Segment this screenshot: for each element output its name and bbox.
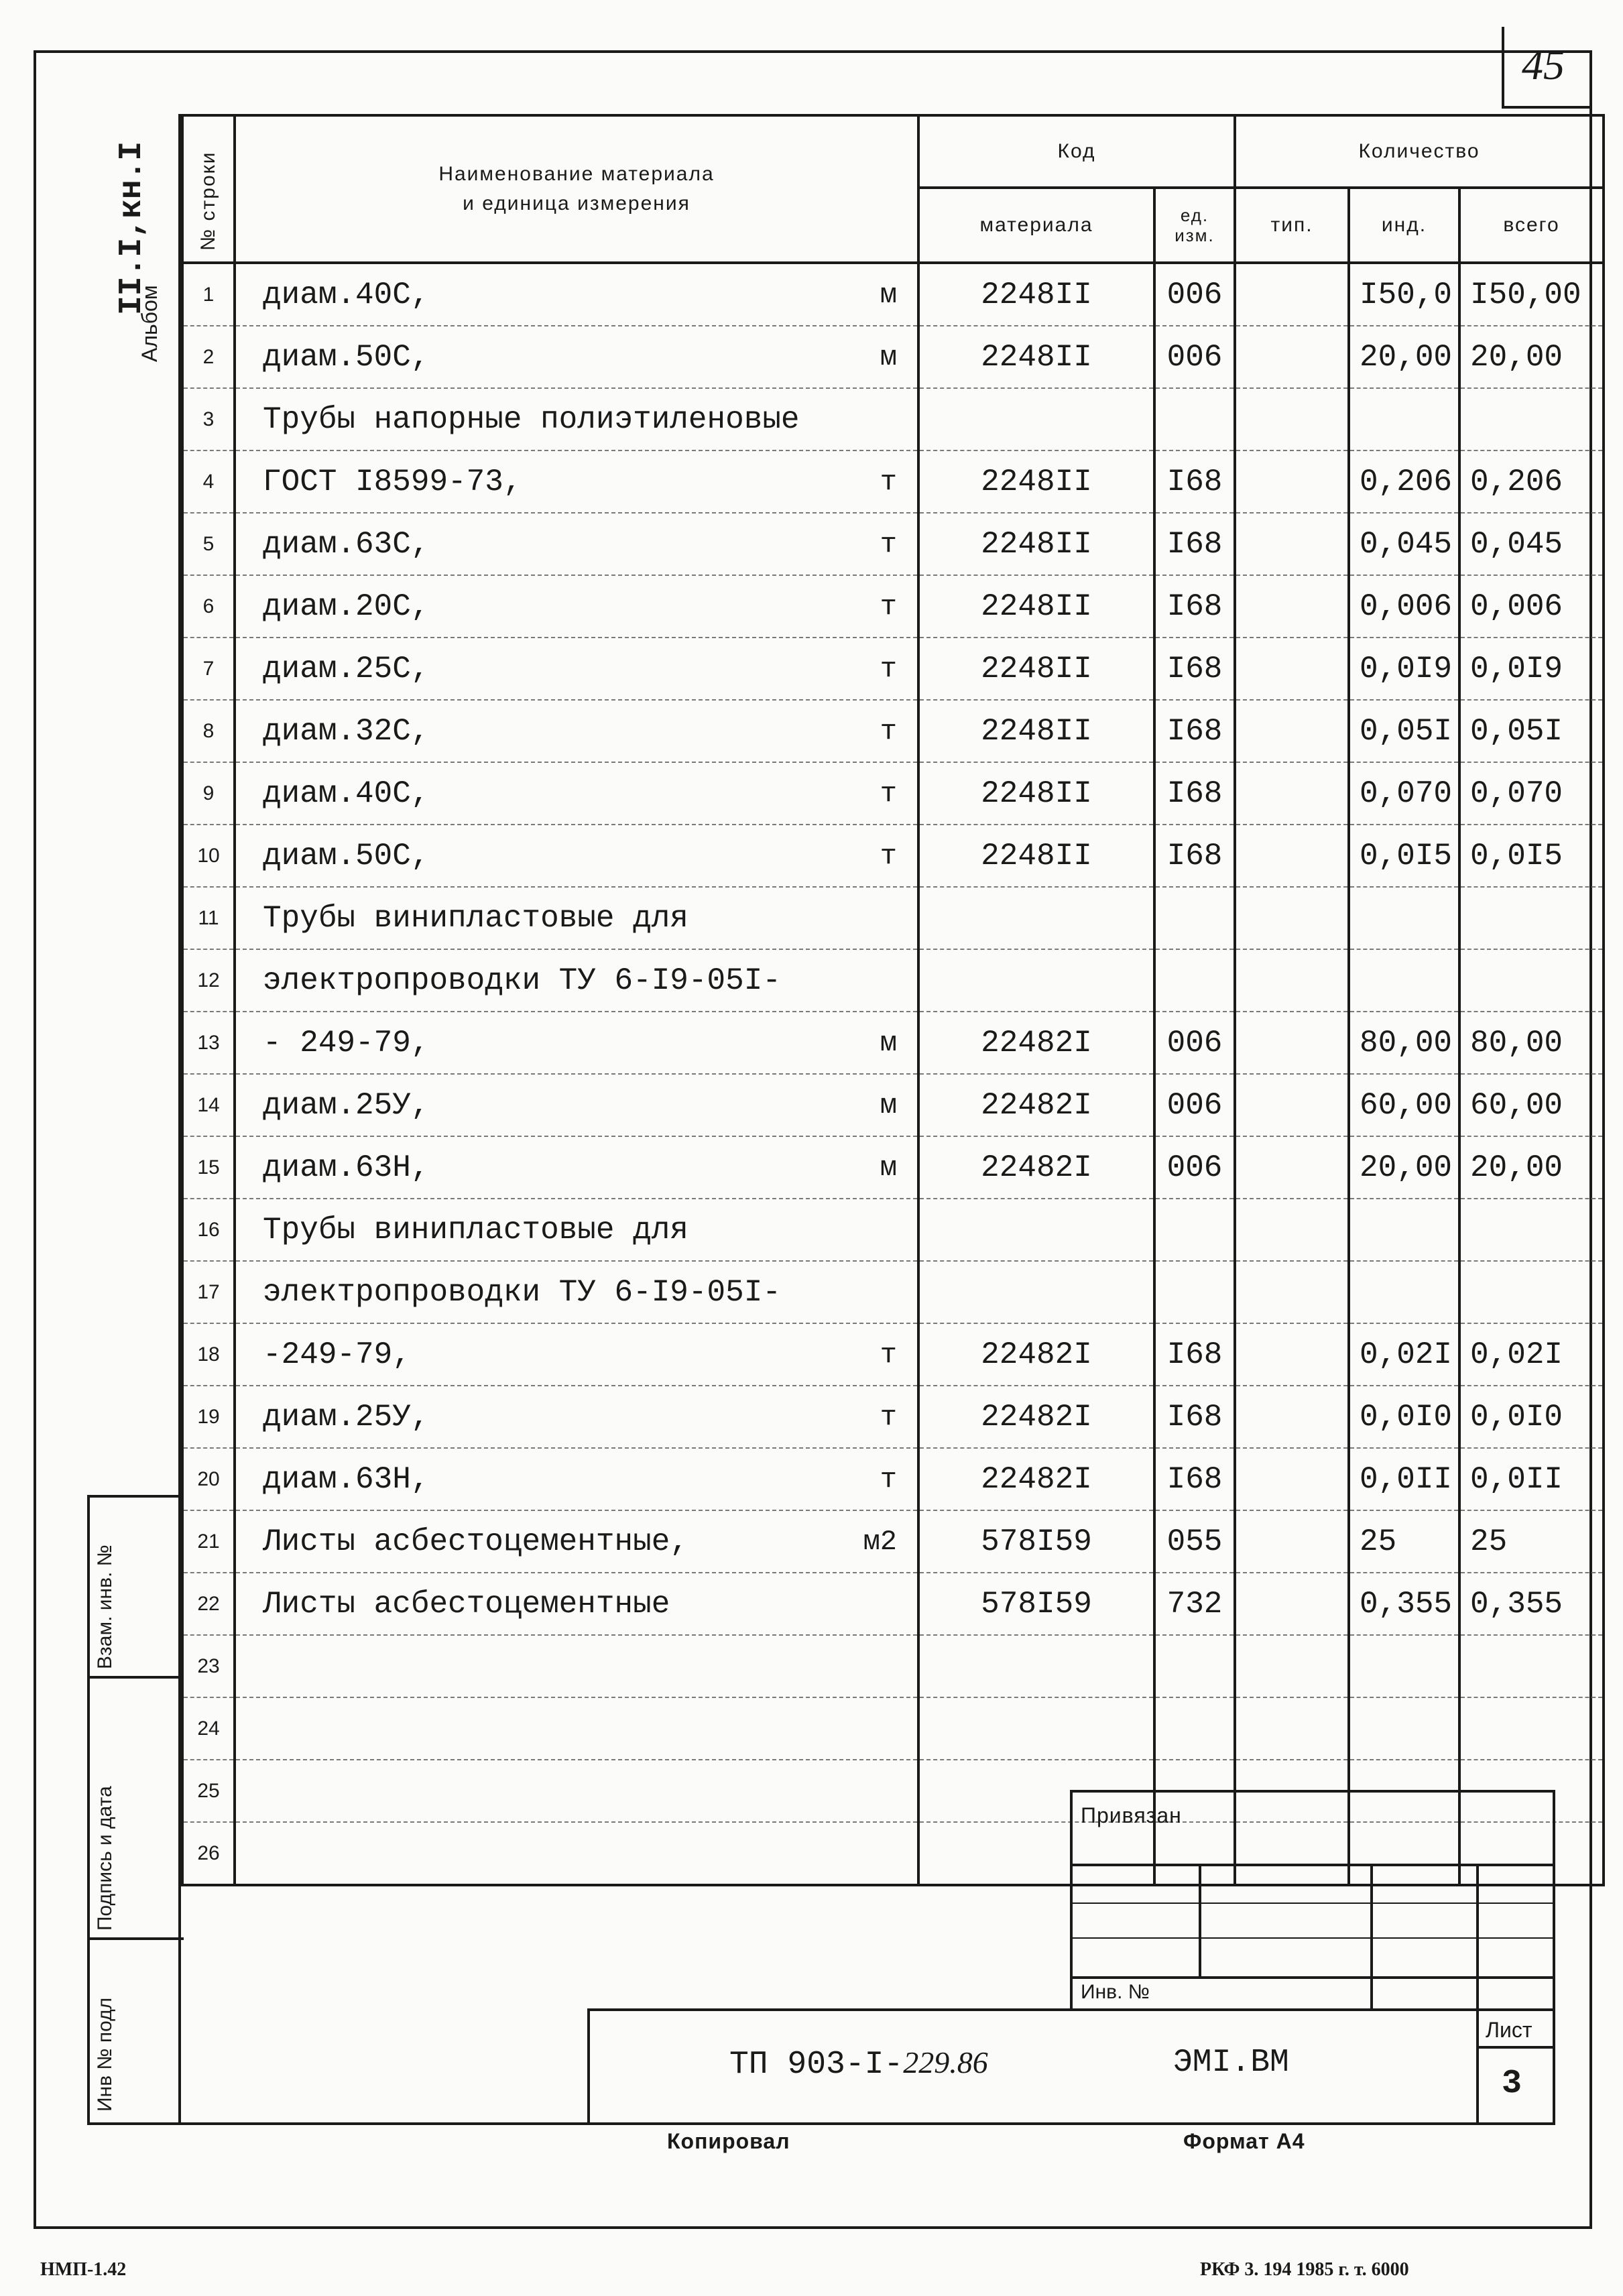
row-unit: т	[880, 839, 897, 872]
row-name: диам.63Н, т	[235, 1448, 918, 1510]
row-unit-code: I68	[1154, 513, 1235, 575]
row-qty-ind: 0,045	[1349, 513, 1459, 575]
row-qty-ind: 0,006	[1349, 575, 1459, 638]
table-row	[182, 949, 1604, 1012]
row-qty-total	[1459, 887, 1604, 949]
row-material-code	[918, 1697, 1154, 1760]
row-name: Трубы напорные полиэтиленовые	[235, 388, 918, 450]
row-number: 1	[182, 263, 235, 326]
row-unit: м	[880, 341, 897, 373]
row-qty-total	[1459, 1822, 1604, 1885]
row-material-code: 22482I	[918, 1386, 1154, 1448]
table-row	[182, 1448, 1604, 1510]
row-unit: т	[880, 1400, 897, 1433]
row-qty-total	[1459, 388, 1604, 450]
row-name: ГОСТ I8599-73, т	[235, 450, 918, 513]
row-material-code: 2248II	[918, 700, 1154, 762]
row-number: 26	[182, 1822, 235, 1885]
row-name	[235, 1760, 918, 1822]
row-name: диам.40С, т	[235, 762, 918, 825]
row-unit-code: 055	[1154, 1510, 1235, 1573]
row-qty-total: 60,00	[1459, 1074, 1604, 1136]
row-unit-code	[1154, 1697, 1235, 1760]
row-name: - 249-79, м	[235, 1012, 918, 1074]
stamp-inv-podl: Инв № подл	[94, 1997, 116, 2112]
header-row-no: № строки	[182, 115, 235, 263]
row-qty-total	[1459, 1199, 1604, 1261]
row-qty-ind	[1349, 388, 1459, 450]
list-label: Лист	[1486, 2018, 1532, 2042]
row-unit: т	[880, 777, 897, 810]
row-qty-ind: 0,070	[1349, 762, 1459, 825]
row-number: 7	[182, 638, 235, 700]
row-name: Трубы винипластовые для	[235, 1199, 918, 1261]
row-number: 13	[182, 1012, 235, 1074]
row-material-code: 22482I	[918, 1074, 1154, 1136]
table-row	[182, 1510, 1604, 1573]
row-unit-code: 006	[1154, 1074, 1235, 1136]
row-number: 21	[182, 1510, 235, 1573]
row-name	[235, 1822, 918, 1885]
row-qty-total	[1459, 1697, 1604, 1760]
row-unit-code: I68	[1154, 1448, 1235, 1510]
row-material-code	[918, 1199, 1154, 1261]
row-qty-total: 0,0I5	[1459, 825, 1604, 887]
row-qty-total: I50,00	[1459, 263, 1604, 326]
row-qty-ind: 0,0I9	[1349, 638, 1459, 700]
row-material-code: 2248II	[918, 513, 1154, 575]
row-material-code: 22482I	[918, 1448, 1154, 1510]
row-qty-ind: 0,0I0	[1349, 1386, 1459, 1448]
row-unit-code: 006	[1154, 1012, 1235, 1074]
row-number: 11	[182, 887, 235, 949]
row-material-code	[918, 388, 1154, 450]
row-qty-total: 80,00	[1459, 1012, 1604, 1074]
row-unit: т	[880, 590, 897, 623]
list-number: 3	[1502, 2065, 1522, 2103]
row-material-code: 2248II	[918, 263, 1154, 326]
row-name: электропроводки ТУ 6-I9-05I-	[235, 949, 918, 1012]
header-code: Код	[918, 115, 1235, 188]
table-row	[182, 326, 1604, 388]
privyazan-label: Привязан	[1081, 1803, 1182, 1827]
print-code-left: НМП-1.42	[40, 2259, 127, 2280]
row-material-code: 578I59	[918, 1573, 1154, 1635]
row-number: 14	[182, 1074, 235, 1136]
row-qty-ind: 0,05I	[1349, 700, 1459, 762]
row-unit-code: 732	[1154, 1573, 1235, 1635]
row-qty-ind: 0,206	[1349, 450, 1459, 513]
row-qty-typ	[1235, 513, 1349, 575]
row-unit: т	[880, 1338, 897, 1371]
row-qty-total: 0,355	[1459, 1573, 1604, 1635]
row-qty-ind	[1349, 1697, 1459, 1760]
row-material-code: 2248II	[918, 575, 1154, 638]
row-qty-ind	[1349, 1261, 1459, 1323]
row-unit-code: I68	[1154, 638, 1235, 700]
stamp-podpis: Подпись и дата	[94, 1786, 116, 1931]
row-unit-code: 006	[1154, 263, 1235, 326]
row-qty-total: 20,00	[1459, 326, 1604, 388]
row-qty-ind	[1349, 1822, 1459, 1885]
row-number: 22	[182, 1573, 235, 1635]
row-qty-typ	[1235, 1573, 1349, 1635]
row-unit-code: 006	[1154, 326, 1235, 388]
row-unit-code	[1154, 388, 1235, 450]
row-qty-ind: 60,00	[1349, 1074, 1459, 1136]
table-row	[182, 1323, 1604, 1386]
row-qty-typ	[1235, 762, 1349, 825]
row-unit: т	[880, 528, 897, 560]
row-material-code	[918, 1635, 1154, 1697]
row-qty-total: 0,02I	[1459, 1323, 1604, 1386]
row-number: 20	[182, 1448, 235, 1510]
row-name	[235, 1697, 918, 1760]
row-qty-typ	[1235, 1697, 1349, 1760]
row-name: диам.25У, т	[235, 1386, 918, 1448]
header-qty-typ: тип.	[1235, 188, 1349, 263]
row-qty-ind	[1349, 949, 1459, 1012]
row-number: 23	[182, 1635, 235, 1697]
table-row	[182, 575, 1604, 638]
row-material-code: 2248II	[918, 638, 1154, 700]
row-qty-ind: 20,00	[1349, 1136, 1459, 1199]
row-qty-ind	[1349, 1635, 1459, 1697]
header-code-unit: ед. изм.	[1154, 188, 1235, 263]
row-qty-typ	[1235, 1635, 1349, 1697]
row-name: диам.63Н, м	[235, 1136, 918, 1199]
row-qty-ind: 0,02I	[1349, 1323, 1459, 1386]
row-qty-typ	[1235, 575, 1349, 638]
row-qty-total: 20,00	[1459, 1136, 1604, 1199]
row-material-code: 2248II	[918, 450, 1154, 513]
row-unit-code: I68	[1154, 1386, 1235, 1448]
row-number: 12	[182, 949, 235, 1012]
row-unit: т	[880, 465, 897, 498]
row-material-code	[918, 1822, 1154, 1885]
row-qty-ind: 20,00	[1349, 326, 1459, 388]
row-material-code: 578I59	[918, 1510, 1154, 1573]
row-number: 16	[182, 1199, 235, 1261]
row-qty-typ	[1235, 1261, 1349, 1323]
row-qty-total: 0,206	[1459, 450, 1604, 513]
row-material-code	[918, 949, 1154, 1012]
table-row	[182, 1635, 1604, 1697]
header-name: Наименование материала и единица измерения	[235, 115, 918, 263]
row-material-code: 22482I	[918, 1012, 1154, 1074]
row-unit-code: I68	[1154, 825, 1235, 887]
row-name: диам.40С, м	[235, 263, 918, 326]
spec-table	[181, 114, 1605, 1886]
row-unit-code	[1154, 1261, 1235, 1323]
table-row	[182, 1822, 1604, 1885]
row-qty-total	[1459, 1261, 1604, 1323]
row-qty-ind: 80,00	[1349, 1012, 1459, 1074]
doc-code: ТП 903-I-229.86	[729, 2045, 988, 2083]
row-material-code: 2248II	[918, 326, 1154, 388]
row-material-code: 2248II	[918, 762, 1154, 825]
table-row	[182, 700, 1604, 762]
row-number: 18	[182, 1323, 235, 1386]
row-qty-total: 25	[1459, 1510, 1604, 1573]
row-material-code: 22482I	[918, 1323, 1154, 1386]
album-label: Альбом	[137, 285, 162, 362]
row-qty-typ	[1235, 263, 1349, 326]
row-name: электропроводки ТУ 6-I9-05I-	[235, 1261, 918, 1323]
row-name: Листы асбестоцементные	[235, 1573, 918, 1635]
row-name: Листы асбестоцементные, м2	[235, 1510, 918, 1573]
row-unit: м2	[863, 1525, 897, 1558]
row-number: 24	[182, 1697, 235, 1760]
stamp-vzam: Взам. инв. №	[94, 1545, 116, 1669]
row-qty-typ	[1235, 887, 1349, 949]
row-name: диам.25С, т	[235, 638, 918, 700]
row-qty-total: 0,070	[1459, 762, 1604, 825]
album-code: II.I,кн.I	[114, 141, 150, 315]
row-qty-typ	[1235, 1510, 1349, 1573]
table-row	[182, 638, 1604, 700]
table-row	[182, 513, 1604, 575]
row-qty-total: 0,045	[1459, 513, 1604, 575]
row-unit-code: I68	[1154, 762, 1235, 825]
header-qty-total: всего	[1459, 188, 1604, 263]
row-qty-typ	[1235, 700, 1349, 762]
row-material-code	[918, 1261, 1154, 1323]
row-qty-ind: 0,0I5	[1349, 825, 1459, 887]
row-qty-typ	[1235, 1136, 1349, 1199]
table-row	[182, 1074, 1604, 1136]
header-qty-ind: инд.	[1349, 188, 1459, 263]
table-row	[182, 825, 1604, 887]
header-quantity: Количество	[1235, 115, 1604, 188]
table-row	[182, 1697, 1604, 1760]
row-number: 6	[182, 575, 235, 638]
row-qty-ind: 0,355	[1349, 1573, 1459, 1635]
row-name: диам.25У, м	[235, 1074, 918, 1136]
table-row	[182, 1573, 1604, 1635]
row-unit-code: I68	[1154, 575, 1235, 638]
table-row	[182, 762, 1604, 825]
row-qty-typ	[1235, 1822, 1349, 1885]
row-number: 3	[182, 388, 235, 450]
row-qty-ind	[1349, 1199, 1459, 1261]
row-qty-typ	[1235, 638, 1349, 700]
row-number: 4	[182, 450, 235, 513]
row-unit-code	[1154, 1822, 1235, 1885]
row-qty-total	[1459, 949, 1604, 1012]
table-row	[182, 1136, 1604, 1199]
row-number: 10	[182, 825, 235, 887]
row-qty-total: 0,0I0	[1459, 1386, 1604, 1448]
row-unit-code	[1154, 1635, 1235, 1697]
row-qty-typ	[1235, 326, 1349, 388]
row-qty-typ	[1235, 1012, 1349, 1074]
table-row	[182, 1261, 1604, 1323]
table-row	[182, 263, 1604, 326]
row-unit: т	[880, 715, 897, 747]
row-name: диам.63С, т	[235, 513, 918, 575]
row-name: диам.50С, м	[235, 326, 918, 388]
row-qty-typ	[1235, 1448, 1349, 1510]
row-number: 2	[182, 326, 235, 388]
row-unit-code: I68	[1154, 700, 1235, 762]
row-number: 8	[182, 700, 235, 762]
header-code-material: материала	[918, 188, 1154, 263]
row-qty-ind	[1349, 887, 1459, 949]
format-label: Формат А4	[1183, 2129, 1305, 2153]
row-name: -249-79, т	[235, 1323, 918, 1386]
row-number: 5	[182, 513, 235, 575]
row-number: 9	[182, 762, 235, 825]
row-qty-typ	[1235, 949, 1349, 1012]
row-unit: м	[880, 1026, 897, 1059]
print-code-right: РКФ 3. 194 1985 г. т. 6000	[1200, 2259, 1409, 2280]
row-qty-typ	[1235, 1323, 1349, 1386]
row-qty-total	[1459, 1635, 1604, 1697]
page-number: 45	[1522, 41, 1565, 88]
row-number: 17	[182, 1261, 235, 1323]
row-unit-code: I68	[1154, 450, 1235, 513]
row-material-code: 22482I	[918, 1136, 1154, 1199]
row-qty-typ	[1235, 1386, 1349, 1448]
row-name: Трубы винипластовые для	[235, 887, 918, 949]
row-qty-ind: 0,0II	[1349, 1448, 1459, 1510]
table-row	[182, 388, 1604, 450]
table-row	[182, 887, 1604, 949]
row-name: диам.32С, т	[235, 700, 918, 762]
row-qty-total: 0,006	[1459, 575, 1604, 638]
row-qty-total: 0,0II	[1459, 1448, 1604, 1510]
row-qty-typ	[1235, 825, 1349, 887]
row-qty-typ	[1235, 1199, 1349, 1261]
row-unit: м	[880, 1089, 897, 1122]
row-unit: т	[880, 652, 897, 685]
row-material-code: 2248II	[918, 825, 1154, 887]
row-qty-ind: 25	[1349, 1510, 1459, 1573]
row-unit-code: I68	[1154, 1323, 1235, 1386]
table-row	[182, 1012, 1604, 1074]
row-material-code	[918, 887, 1154, 949]
row-unit-code	[1154, 949, 1235, 1012]
row-unit-code	[1154, 1199, 1235, 1261]
row-unit-code: 006	[1154, 1136, 1235, 1199]
row-unit-code	[1154, 887, 1235, 949]
row-qty-typ	[1235, 1074, 1349, 1136]
row-qty-typ	[1235, 388, 1349, 450]
row-qty-typ	[1235, 450, 1349, 513]
row-qty-total: 0,05I	[1459, 700, 1604, 762]
table-row	[182, 1386, 1604, 1448]
row-name: диам.20С, т	[235, 575, 918, 638]
row-name	[235, 1635, 918, 1697]
row-qty-ind: I50,0	[1349, 263, 1459, 326]
kopiroval-label: Копировал	[667, 2129, 790, 2153]
row-unit: т	[880, 1463, 897, 1496]
row-number: 19	[182, 1386, 235, 1448]
row-number: 25	[182, 1760, 235, 1822]
row-unit: м	[880, 278, 897, 311]
table-row	[182, 450, 1604, 513]
inv-no-label: Инв. №	[1081, 1981, 1150, 2003]
row-qty-total: 0,0I9	[1459, 638, 1604, 700]
row-name: диам.50С, т	[235, 825, 918, 887]
row-number: 15	[182, 1136, 235, 1199]
table-row	[182, 1199, 1604, 1261]
doc-mark: ЭМI.ВМ	[1173, 2045, 1289, 2081]
row-unit: м	[880, 1151, 897, 1184]
